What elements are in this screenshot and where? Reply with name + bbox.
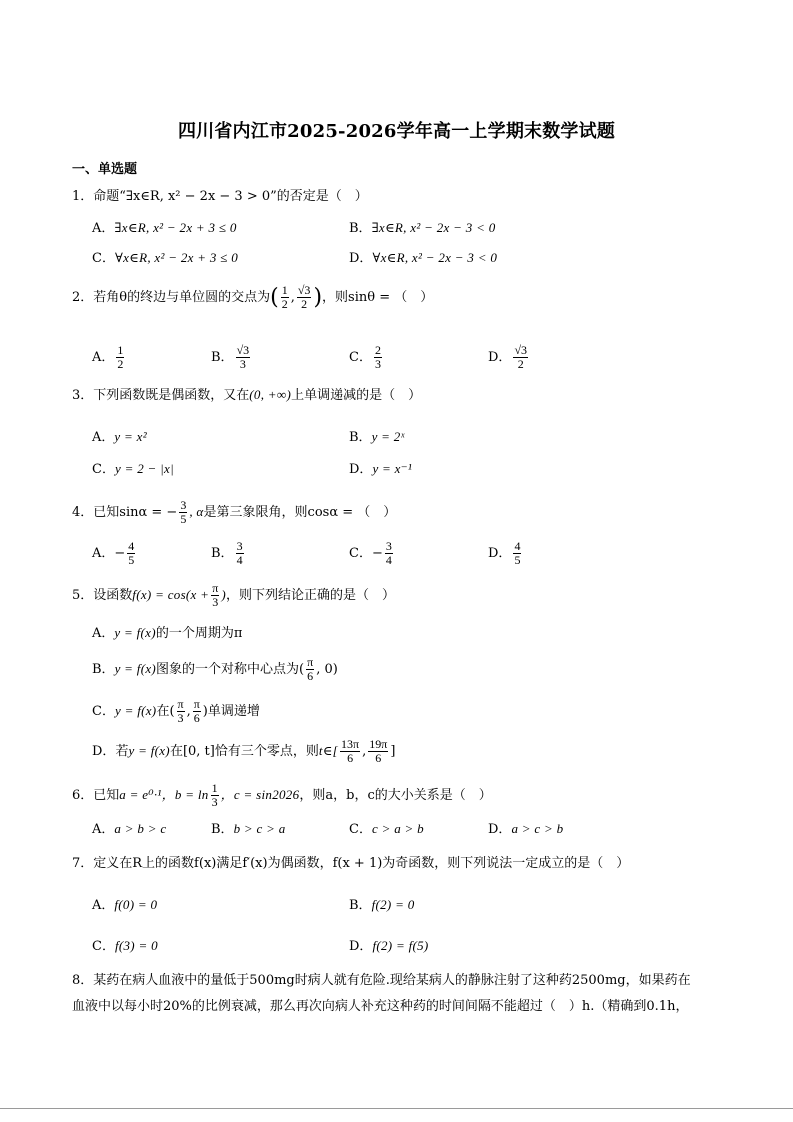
option-letter: D．	[488, 350, 512, 365]
option-letter: A．	[92, 350, 115, 365]
question-2-option-b[interactable]: B． $\frac{√3}{3}$	[211, 343, 250, 371]
option-letter: A．	[92, 221, 115, 236]
page-title: 四川省内江市2025-2026学年高一上学期末数学试题	[177, 121, 616, 142]
option-letter: B．	[211, 350, 234, 365]
question-5-stem: 5．设函数f(x) = cos(x + $\frac{\pi}{3}$ )，则下列结论正确的是（ ）	[72, 581, 395, 609]
question-4-option-d[interactable]: D． $\frac{4}{5}$	[488, 539, 521, 567]
question-4-option-a[interactable]: A．− $\frac{4}{5}$	[92, 539, 135, 567]
question-4-stem: 4．已知sinα = − $\frac{3}{5}$ , α是第三象限角，则cosα = （ ）	[72, 498, 397, 526]
question-3-option-d[interactable]: D．y = x⁻¹	[349, 461, 413, 477]
question-7-option-d[interactable]: D．f(2) = f(5)	[349, 938, 429, 954]
question-2-stem: 2．若角θ的终边与单位圆的交点为( $\frac{1}{2}$ , $\frac{√3}{2}$ )，则sinθ = （ ）	[72, 283, 434, 311]
question-1-option-b[interactable]	[349, 217, 496, 236]
question-7-stem: 7．定义在R上的函数f(x)满足f′(x)为偶函数，f(x + 1)为奇函数，则下列说法一定成立的是（ ）	[72, 856, 630, 871]
question-2-option-d[interactable]: D． $\frac{√3}{2}$	[488, 343, 528, 371]
question-3-stem: 3．下列函数既是偶函数，又在(0, +∞)上单调递减的是（ ）	[72, 387, 422, 403]
stem-text: ，则sinθ = （ ）	[322, 290, 434, 305]
option-math: ∃x∈R, x² − 2x − 3 < 0	[371, 220, 496, 235]
fraction: $\frac{√3}{2}$	[297, 283, 311, 311]
question-8-stem	[72, 968, 732, 1020]
question-6-stem: 6．已知a = e⁰·¹，b = ln $\frac{1}{3}$ ，c = sin2026，则a，b，c的大小关系是（ ）	[72, 781, 492, 809]
question-5-option-b[interactable]: B．y = f(x)图象的一个对称中心点为( $\frac{\pi}{6}$ , 0)	[92, 655, 338, 683]
stem-text: 2．若角θ的终边与单位圆的交点为	[72, 290, 271, 305]
question-5-option-a[interactable]: A．y = f(x)的一个周期为π	[92, 625, 243, 641]
question-7-option-b[interactable]: B．f(2) = 0	[349, 897, 415, 913]
question-7-option-c[interactable]: C．f(3) = 0	[92, 938, 158, 954]
question-1-option-a[interactable]	[92, 217, 237, 236]
question-5-option-c[interactable]: C．y = f(x)在( $\frac{\pi}{3}$ , $\frac{\pi}{6}$ )单调递增	[92, 697, 260, 725]
option-letter: D．	[349, 251, 373, 266]
question-4-option-b[interactable]: B． $\frac{3}{4}$	[211, 539, 243, 567]
question-6-option-c[interactable]: C．c > a > b	[349, 821, 424, 837]
question-1-stem: 1．命题“∃x∈R, x² − 2x − 3 > 0”的否定是（ ）	[72, 189, 368, 204]
option-letter: C．	[92, 251, 115, 266]
question-3-option-c[interactable]: C．y = 2 − |x|	[92, 461, 174, 477]
question-4-option-c[interactable]: C．− $\frac{3}{4}$	[349, 539, 392, 567]
question-8-line-2: 血液中以每小时20%的比例衰减，那么再次向病人补充这种药的时间间隔不能超过（ ）h.（精确到0.1h，	[72, 999, 689, 1014]
section-heading: 一、单选题	[72, 162, 138, 177]
interval: (0, +∞)	[249, 387, 292, 402]
option-math: ∀x∈R, x² − 2x − 3 < 0	[372, 250, 498, 265]
page-bottom-rule	[0, 1108, 793, 1109]
question-1-option-d[interactable]	[349, 247, 497, 266]
question-6-option-a[interactable]: A．a > b > c	[92, 821, 167, 837]
question-3-option-a[interactable]: A．y = x²	[92, 429, 147, 445]
question-1-option-c[interactable]	[92, 247, 238, 266]
question-2-option-c[interactable]: C． $\frac{2}{3}$	[349, 343, 381, 371]
option-letter: B．	[349, 221, 372, 236]
option-math: ∀x∈R, x² − 2x + 3 ≤ 0	[114, 250, 239, 265]
question-6-option-d[interactable]: D．a > c > b	[488, 821, 564, 837]
question-7-option-a[interactable]: A．f(0) = 0	[92, 897, 158, 913]
question-6-option-b[interactable]: B．b > c > a	[211, 821, 286, 837]
question-8-line-1: 8．某药在病人血液中的量低于500mg时病人就有危险.现给某病人的静脉注射了这种药2500mg，如果药在	[72, 973, 691, 988]
fraction: $\frac{1}{2}$	[281, 283, 288, 311]
option-letter: C．	[349, 350, 372, 365]
option-math: ∃x∈R, x² − 2x + 3 ≤ 0	[114, 220, 237, 235]
question-2-option-a[interactable]: A． $\frac{1}{2}$	[92, 343, 124, 371]
question-3-option-b[interactable]: B．y = 2ˣ	[349, 429, 405, 445]
question-5-option-d[interactable]: D．若y = f(x)在[0, t]恰有三个零点，则t∈[ $\frac{13\pi}{6}$ , $\frac{19\pi}{6}$ ]	[92, 737, 396, 765]
